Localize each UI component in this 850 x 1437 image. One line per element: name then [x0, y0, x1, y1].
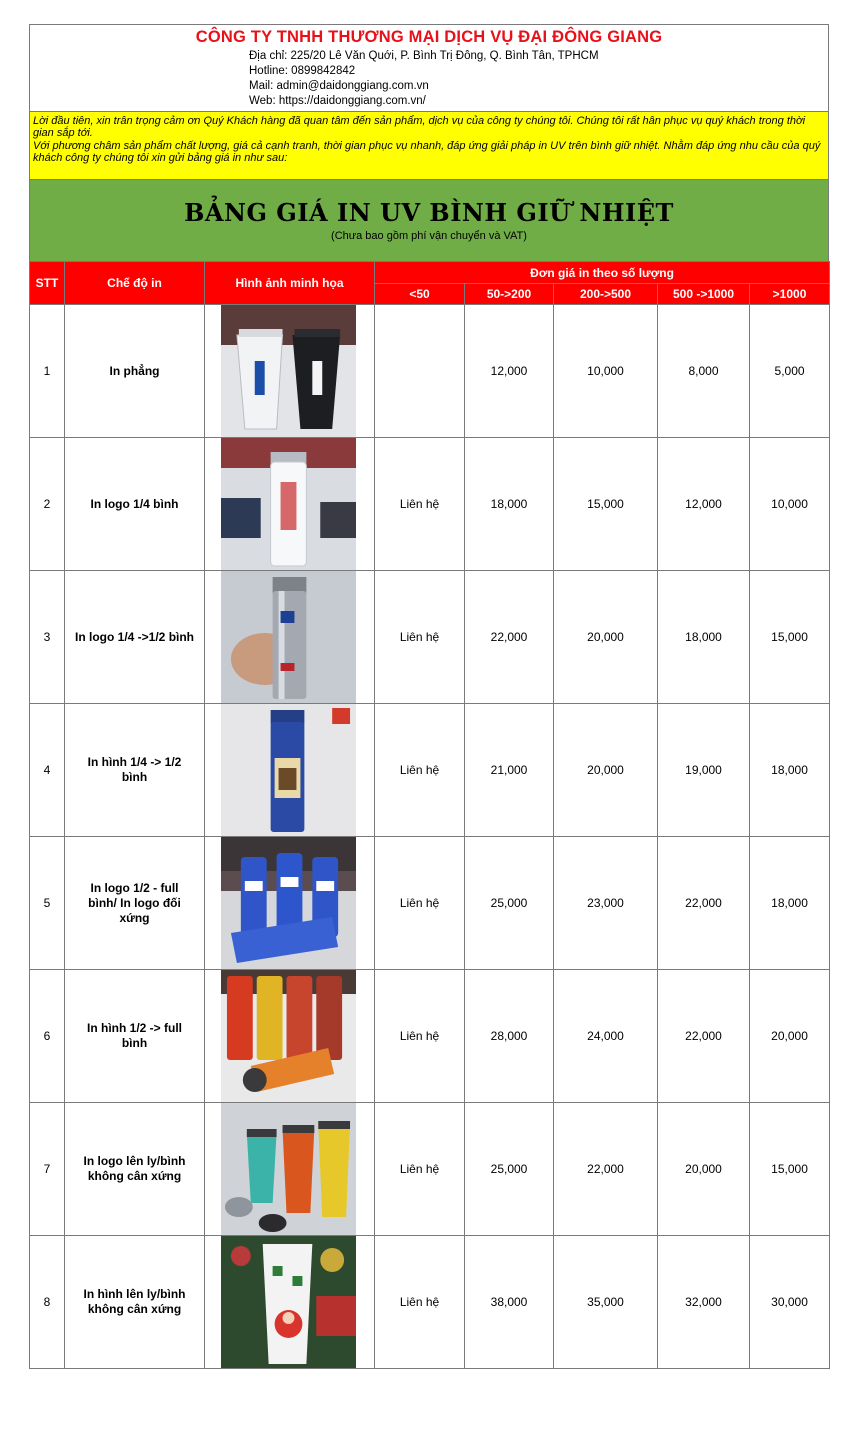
table-row: [30, 704, 830, 837]
image-cell: [205, 305, 375, 438]
table-row: [30, 837, 830, 970]
price-cell: 12,000: [465, 305, 554, 438]
price-cell: 22,000: [554, 1103, 658, 1236]
price-cell: [375, 305, 465, 438]
price-cell: 38,000: [465, 1236, 554, 1369]
price-cell: 15,000: [750, 1103, 830, 1236]
price-cell: 25,000: [465, 837, 554, 970]
company-name: CÔNG TY TNHH THƯƠNG MẠI DỊCH VỤ ĐẠI ĐÔNG GIANG: [195, 28, 663, 46]
price-cell: 8,000: [658, 305, 750, 438]
image-cell: [205, 438, 375, 571]
row-mode: In hình 1/4 -> 1/2 bình: [65, 704, 205, 837]
price-cell: 32,000: [658, 1236, 750, 1369]
row-stt: 5: [30, 837, 65, 970]
white-bottle-photo: [221, 438, 356, 570]
header-mode: Chế độ in: [65, 262, 205, 305]
colored-tumblers-photo: [221, 1103, 356, 1235]
row-stt: 2: [30, 438, 65, 571]
header-tier: >1000: [750, 284, 830, 305]
web-line: Web: https://daidonggiang.com.vn/: [249, 95, 426, 107]
price-cell: Liên hệ: [375, 1236, 465, 1369]
price-cell: 5,000: [750, 305, 830, 438]
price-cell: 25,000: [465, 1103, 554, 1236]
price-cell: 22,000: [465, 571, 554, 704]
price-cell: 22,000: [658, 970, 750, 1103]
row-mode: In logo 1/4 ->1/2 bình: [65, 571, 205, 704]
price-cell: 12,000: [658, 438, 750, 571]
row-mode: In hình 1/2 -> full bình: [65, 970, 205, 1103]
price-cell: 10,000: [750, 438, 830, 571]
price-cell: 20,000: [750, 970, 830, 1103]
lays-stax-bottles-photo: [221, 970, 356, 1102]
hotline-line: Hotline: 0899842842: [249, 65, 356, 77]
christmas-tumbler-photo: [221, 1236, 356, 1368]
price-cell: 18,000: [465, 438, 554, 571]
table-row: [30, 970, 830, 1103]
price-cell: 19,000: [658, 704, 750, 837]
banner-title: BẢNG GIÁ IN UV BÌNH GIỮ NHIỆT: [184, 198, 674, 227]
price-cell: Liên hệ: [375, 704, 465, 837]
price-cell: 20,000: [554, 571, 658, 704]
header-price-group: Đơn giá in theo số lượng: [375, 262, 830, 284]
row-mode: In logo lên ly/bình không cân xứng: [65, 1103, 205, 1236]
image-cell: [205, 571, 375, 704]
price-cell: 20,000: [658, 1103, 750, 1236]
price-cell: 22,000: [658, 837, 750, 970]
cups-hikari-photo: [221, 305, 356, 437]
mail-line: Mail: admin@daidonggiang.com.vn: [249, 80, 429, 92]
header-tier: 500 ->1000: [658, 284, 750, 305]
price-cell: 28,000: [465, 970, 554, 1103]
address-line: Địa chỉ: 225/20 Lê Văn Quới, P. Bình Trị Đông, Q. Bình Tân, TPHCM: [249, 50, 599, 62]
row-stt: 7: [30, 1103, 65, 1236]
price-cell: 23,000: [554, 837, 658, 970]
table-row: [30, 1103, 830, 1236]
blue-bottles-group-photo: [221, 837, 356, 969]
intro-paragraph-2: Với phương châm sản phẩm chất lượng, giá cả cạnh tranh, thời gian phục vụ nhanh, đáp ứng giải pháp in UV trên bình giữ nhiệt. Nhằm đáp ứng nhu cầu của quý khách công ty chúng tôi xin gửi bảng giá in như sau:: [33, 139, 821, 165]
price-cell: 30,000: [750, 1236, 830, 1369]
table-row: [30, 571, 830, 704]
image-cell: [205, 1236, 375, 1369]
header-tier: 200->500: [554, 284, 658, 305]
blue-bottle-photo: [221, 704, 356, 836]
table-row: [30, 1236, 830, 1369]
image-cell: [205, 837, 375, 970]
row-stt: 1: [30, 305, 65, 438]
row-stt: 6: [30, 970, 65, 1103]
price-cell: 35,000: [554, 1236, 658, 1369]
silver-bottle-photo: [221, 571, 356, 703]
price-cell: 24,000: [554, 970, 658, 1103]
header-image: Hình ảnh minh họa: [205, 262, 375, 305]
price-cell: 20,000: [554, 704, 658, 837]
price-cell: 18,000: [750, 704, 830, 837]
price-cell: 18,000: [658, 571, 750, 704]
intro-note: [29, 111, 829, 179]
image-cell: [205, 970, 375, 1103]
row-mode: In phẳng: [65, 305, 205, 438]
price-sheet: [29, 24, 829, 1369]
header-tier: 50->200: [465, 284, 554, 305]
price-cell: Liên hệ: [375, 970, 465, 1103]
company-header: [29, 24, 829, 111]
contact-info: [249, 49, 599, 109]
image-cell: [205, 704, 375, 837]
price-cell: 15,000: [554, 438, 658, 571]
row-stt: 3: [30, 571, 65, 704]
header-stt: STT: [30, 262, 65, 305]
price-cell: 18,000: [750, 837, 830, 970]
price-cell: 21,000: [465, 704, 554, 837]
intro-paragraph-1: Lời đầu tiên, xin trân trọng cảm ơn Quý Khách hàng đã quan tâm đến sản phẩm, dịch vụ của công ty chúng tôi. Chúng tôi rất hân phục vụ quý khách trong thời gian sắp tới.: [33, 115, 806, 140]
table-row: [30, 305, 830, 438]
row-mode: In hình lên ly/bình không cân xứng: [65, 1236, 205, 1369]
price-cell: Liên hệ: [375, 571, 465, 704]
row-mode: In logo 1/4 bình: [65, 438, 205, 571]
row-stt: 4: [30, 704, 65, 837]
table-row: [30, 438, 830, 571]
row-stt: 8: [30, 1236, 65, 1369]
header-tier: <50: [375, 284, 465, 305]
price-cell: 15,000: [750, 571, 830, 704]
price-cell: 10,000: [554, 305, 658, 438]
image-cell: [205, 1103, 375, 1236]
price-table: [29, 261, 830, 1369]
row-mode: In logo 1/2 - full bình/ In logo đối xứng: [65, 837, 205, 970]
price-cell: Liên hệ: [375, 837, 465, 970]
price-cell: Liên hệ: [375, 438, 465, 571]
price-cell: Liên hệ: [375, 1103, 465, 1236]
price-banner: [29, 179, 829, 261]
banner-subtitle: (Chưa bao gồm phí vận chuyển và VAT): [331, 230, 527, 242]
